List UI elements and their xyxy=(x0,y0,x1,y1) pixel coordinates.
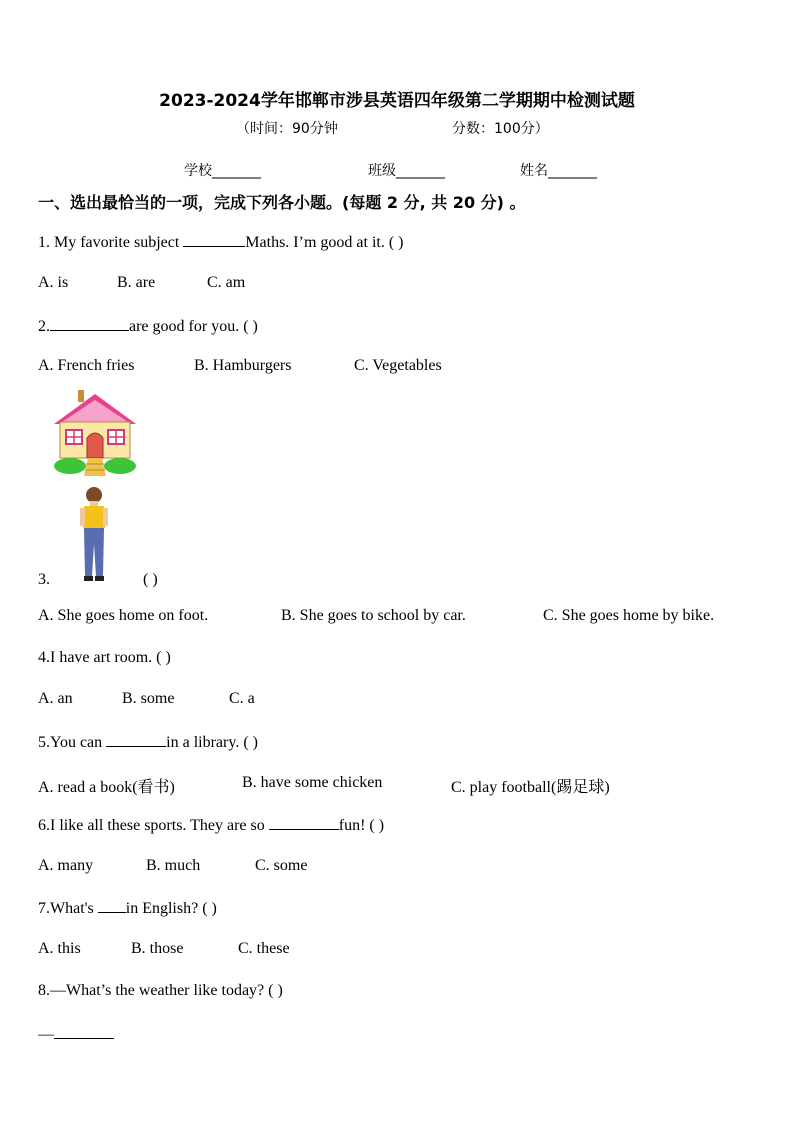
question-5-option-a: A. read a book(看书) xyxy=(38,779,175,796)
question-3-option-c: C. She goes home by bike. xyxy=(543,607,715,624)
question-7-option-a: A. this xyxy=(38,940,81,957)
question-4-option-b: B. some xyxy=(122,690,175,707)
class-field: 班级_______ xyxy=(368,163,445,179)
question-2-option-b: B. Hamburgers xyxy=(194,357,292,374)
question-3-option-a: A. She goes home on foot. xyxy=(38,607,209,624)
question-2 xyxy=(38,316,258,336)
exam-score: 分数：100分） xyxy=(452,121,549,137)
question-8-answer-line xyxy=(38,1024,114,1044)
answer-blank xyxy=(98,898,126,913)
question-2-option-a: A. French fries xyxy=(38,357,135,374)
question-7-option-b: B. those xyxy=(131,940,184,957)
question-5-option-b: B. have some chicken xyxy=(242,774,383,791)
exam-title: 2023-2024学年邯郸市涉县英语四年级第二学期期中检测试题 xyxy=(159,91,635,111)
question-7 xyxy=(38,898,217,918)
answer-blank xyxy=(106,732,166,747)
answer-blank xyxy=(50,316,129,331)
question-6 xyxy=(38,815,384,835)
question-5 xyxy=(38,732,258,752)
answer-blank xyxy=(269,815,339,830)
question-1-stem-b: Maths. I’m good at it. ( ) xyxy=(245,234,404,251)
question-7-option-c: C. these xyxy=(238,940,290,957)
section-heading: 一、选出最恰当的一项，完成下列各小题。(每题 2 分, 共 20 分) 。 xyxy=(38,193,526,212)
question-3-stem-b: ( ) xyxy=(143,571,158,588)
question-2-stem-b: are good for you. ( ) xyxy=(129,318,258,335)
question-7-stem-a: 7.What's xyxy=(38,900,98,917)
house-illustration-icon xyxy=(50,388,140,480)
question-5-stem-a: 5.You can xyxy=(38,734,107,751)
question-6-stem-b: fun! ( ) xyxy=(338,817,385,834)
question-4-option-a: A. an xyxy=(38,690,73,707)
question-5-option-c: C. play football(踢足球) xyxy=(451,779,610,796)
question-5-stem-b: in a library. ( ) xyxy=(166,734,258,751)
question-1-option-c: C. am xyxy=(207,274,246,291)
question-3-stem-a: 3. xyxy=(38,571,50,588)
question-1-stem-a: 1. My favorite subject xyxy=(38,234,184,251)
question-6-option-a: A. many xyxy=(38,857,94,874)
answer-blank xyxy=(54,1024,114,1039)
question-8: 8.—What’s the weather like today? ( ) xyxy=(38,982,283,999)
question-7-stem-b: in English? ( ) xyxy=(125,900,217,917)
question-1 xyxy=(38,232,404,252)
answer-dash: — xyxy=(38,1026,54,1043)
name-field: 姓名_______ xyxy=(520,163,597,179)
question-2-stem-a: 2. xyxy=(38,318,50,335)
question-6-option-b: B. much xyxy=(146,857,201,874)
answer-blank xyxy=(183,232,245,247)
question-4: 4.I have art room. ( ) xyxy=(38,649,171,666)
question-1-option-b: B. are xyxy=(117,274,156,291)
exam-time: （时间：90分钟 xyxy=(236,121,338,137)
question-3 xyxy=(38,571,158,589)
question-2-option-c: C. Vegetables xyxy=(354,357,442,374)
question-1-option-a: A. is xyxy=(38,274,69,291)
school-field: 学校_______ xyxy=(184,163,261,179)
question-6-stem-a: 6.I like all these sports. They are so xyxy=(38,817,269,834)
question-6-option-c: C. some xyxy=(255,857,308,874)
question-3-option-b: B. She goes to school by car. xyxy=(281,607,466,624)
question-4-option-c: C. a xyxy=(229,690,255,707)
